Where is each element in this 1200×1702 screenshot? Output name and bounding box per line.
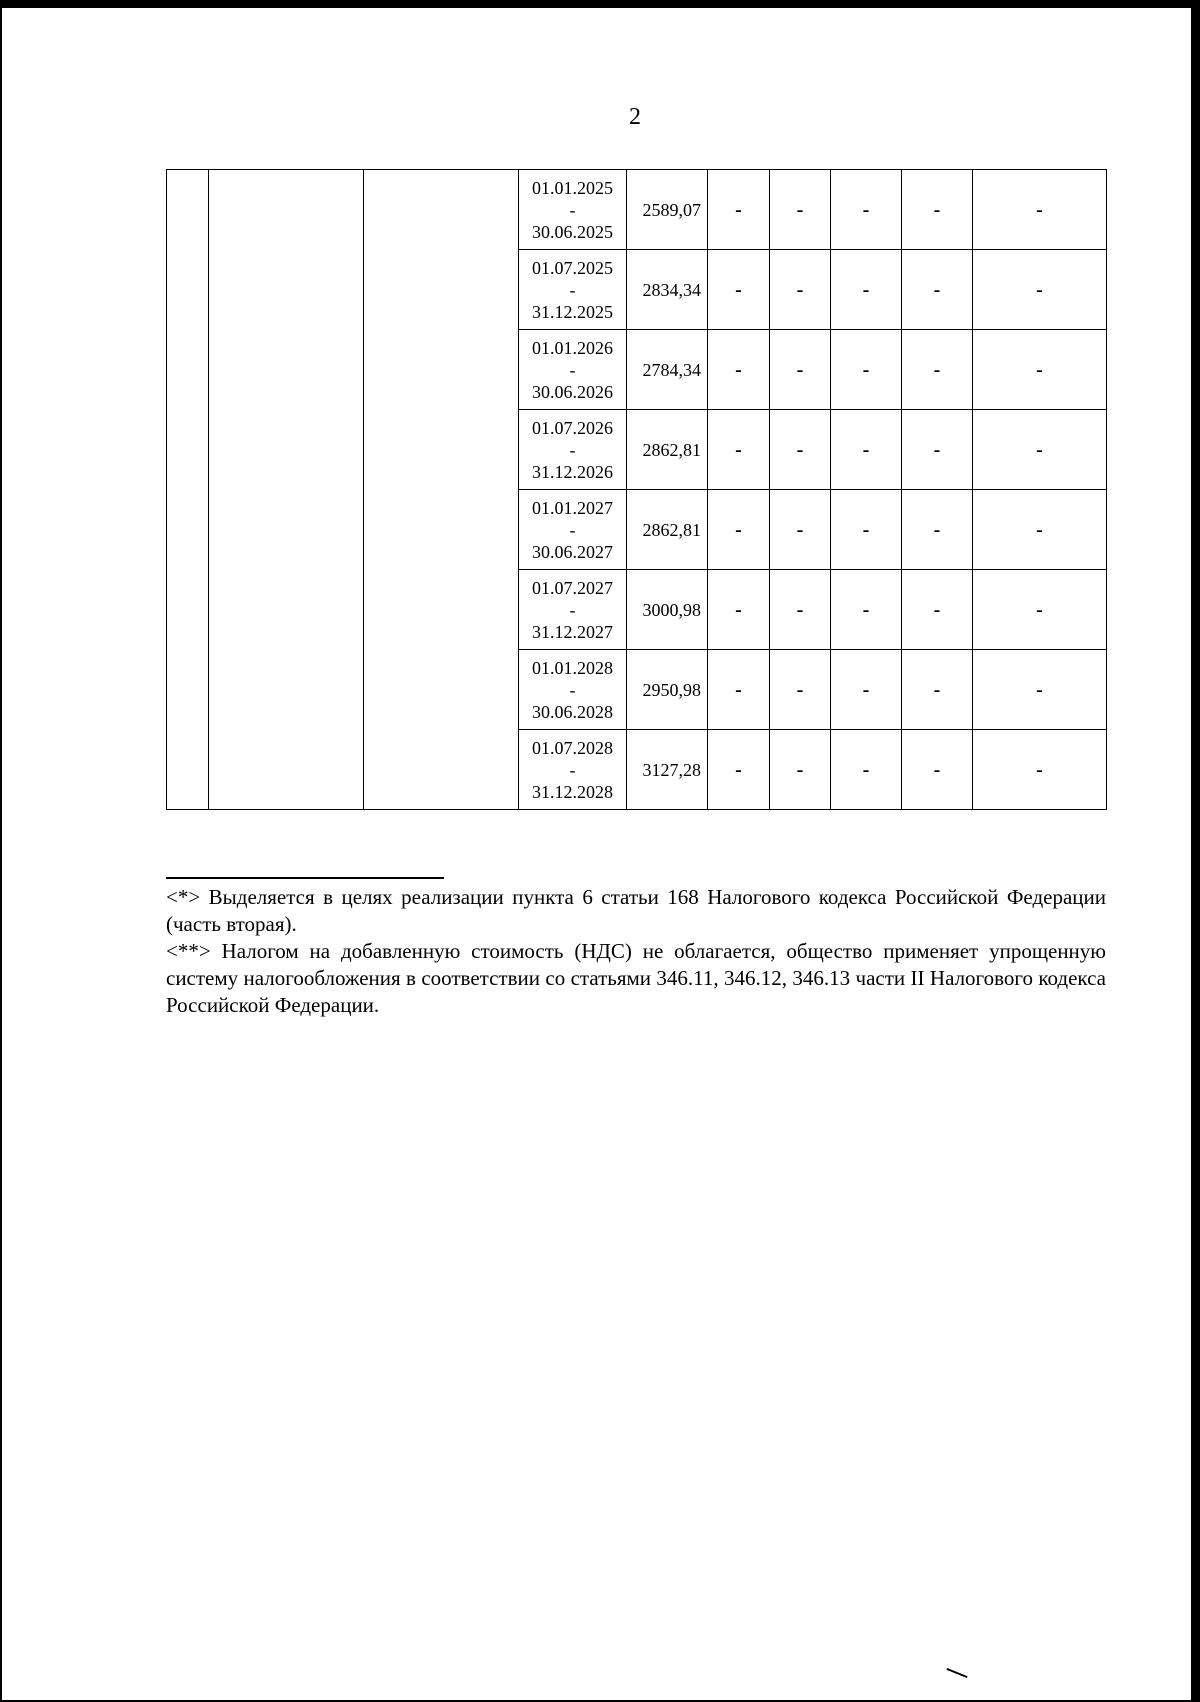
empty-value: - — [708, 650, 770, 730]
period-end: 30.06.2026 — [532, 381, 613, 402]
period-end: 31.12.2025 — [532, 301, 613, 322]
scan-border-left — [0, 0, 2, 1702]
empty-value: - — [973, 250, 1107, 330]
empty-value: - — [770, 490, 831, 570]
tariff-value: 3000,98 — [627, 570, 708, 650]
empty-value: - — [770, 170, 831, 250]
empty-value: - — [902, 490, 973, 570]
empty-value: - — [902, 730, 973, 810]
tariff-value: 2834,34 — [627, 250, 708, 330]
period-start: 01.01.2026 — [532, 337, 613, 358]
empty-value: - — [770, 650, 831, 730]
table-row — [167, 170, 1107, 250]
period-end: 30.06.2025 — [532, 221, 613, 242]
period-separator: - — [569, 519, 576, 540]
tariff-value: 2784,34 — [627, 330, 708, 410]
empty-value: - — [770, 570, 831, 650]
period-start: 01.07.2025 — [532, 257, 613, 278]
period-start: 01.07.2028 — [532, 737, 613, 758]
period-end: 30.06.2028 — [532, 701, 613, 722]
empty-value: - — [973, 730, 1107, 810]
scan-border-top — [0, 0, 1200, 8]
period-start: 01.01.2028 — [532, 657, 613, 678]
consumer-group-cell — [364, 170, 519, 810]
empty-value: - — [973, 650, 1107, 730]
period-separator: - — [569, 599, 576, 620]
period-separator: - — [569, 199, 576, 220]
tariff-value: 2950,98 — [627, 650, 708, 730]
empty-value: - — [770, 730, 831, 810]
empty-value: - — [708, 250, 770, 330]
period-separator: - — [569, 759, 576, 780]
empty-value: - — [902, 330, 973, 410]
period-start: 01.07.2026 — [532, 417, 613, 438]
empty-value: - — [902, 570, 973, 650]
empty-value: - — [902, 650, 973, 730]
page-number: 2 — [629, 104, 641, 130]
empty-value: - — [708, 410, 770, 490]
period-cell — [519, 650, 627, 730]
empty-value: - — [831, 170, 902, 250]
footnote-separator — [166, 877, 444, 879]
empty-value: - — [708, 170, 770, 250]
empty-value: - — [831, 730, 902, 810]
period-end: 30.06.2027 — [532, 541, 613, 562]
tariff-value: 2589,07 — [627, 170, 708, 250]
empty-value: - — [831, 250, 902, 330]
empty-value: - — [973, 170, 1107, 250]
organization-cell — [209, 170, 364, 810]
empty-value: - — [770, 330, 831, 410]
period-start: 01.01.2027 — [532, 497, 613, 518]
empty-value: - — [770, 410, 831, 490]
period-separator: - — [569, 679, 576, 700]
period-cell — [519, 170, 627, 250]
period-cell — [519, 330, 627, 410]
period-separator: - — [569, 359, 576, 380]
empty-value: - — [973, 330, 1107, 410]
period-separator: - — [569, 439, 576, 460]
empty-value: - — [831, 490, 902, 570]
empty-value: - — [770, 250, 831, 330]
period-cell — [519, 410, 627, 490]
tariff-value: 2862,81 — [627, 490, 708, 570]
period-end: 31.12.2026 — [532, 461, 613, 482]
period-cell — [519, 570, 627, 650]
period-cell — [519, 490, 627, 570]
empty-value: - — [831, 570, 902, 650]
empty-value: - — [831, 410, 902, 490]
empty-value: - — [708, 730, 770, 810]
period-start: 01.07.2027 — [532, 577, 613, 598]
empty-value: - — [973, 490, 1107, 570]
empty-value: - — [973, 410, 1107, 490]
period-end: 31.12.2027 — [532, 621, 613, 642]
period-start: 01.01.2025 — [532, 177, 613, 198]
scan-border-right — [1191, 0, 1200, 1702]
period-cell — [519, 250, 627, 330]
tariff-table — [166, 169, 1107, 810]
period-cell — [519, 730, 627, 810]
footnote-vat-exemption: <**> Налогом на добавленную стоимость (НДС) не облагается, общество применяет упрощенную систему налогообложения в соответствии со статьями 346.11, 346.12, 346.13 части II Налогового кодекса Российской Федерации. — [166, 939, 1106, 1017]
empty-value: - — [708, 330, 770, 410]
empty-value: - — [708, 490, 770, 570]
footnotes — [166, 884, 1106, 1019]
row-number-cell — [167, 170, 209, 810]
empty-value: - — [902, 410, 973, 490]
empty-value: - — [902, 250, 973, 330]
footnote-vat-allocation: <*> Выделяется в целях реализации пункта 6 статьи 168 Налогового кодекса Российской Федерации (часть вторая). — [166, 885, 1106, 936]
empty-value: - — [831, 650, 902, 730]
tariff-value: 3127,28 — [627, 730, 708, 810]
period-end: 31.12.2028 — [532, 781, 613, 802]
empty-value: - — [902, 170, 973, 250]
empty-value: - — [708, 570, 770, 650]
empty-value: - — [973, 570, 1107, 650]
period-separator: - — [569, 279, 576, 300]
tariff-value: 2862,81 — [627, 410, 708, 490]
scan-artifact — [946, 1668, 967, 1678]
empty-value: - — [831, 330, 902, 410]
